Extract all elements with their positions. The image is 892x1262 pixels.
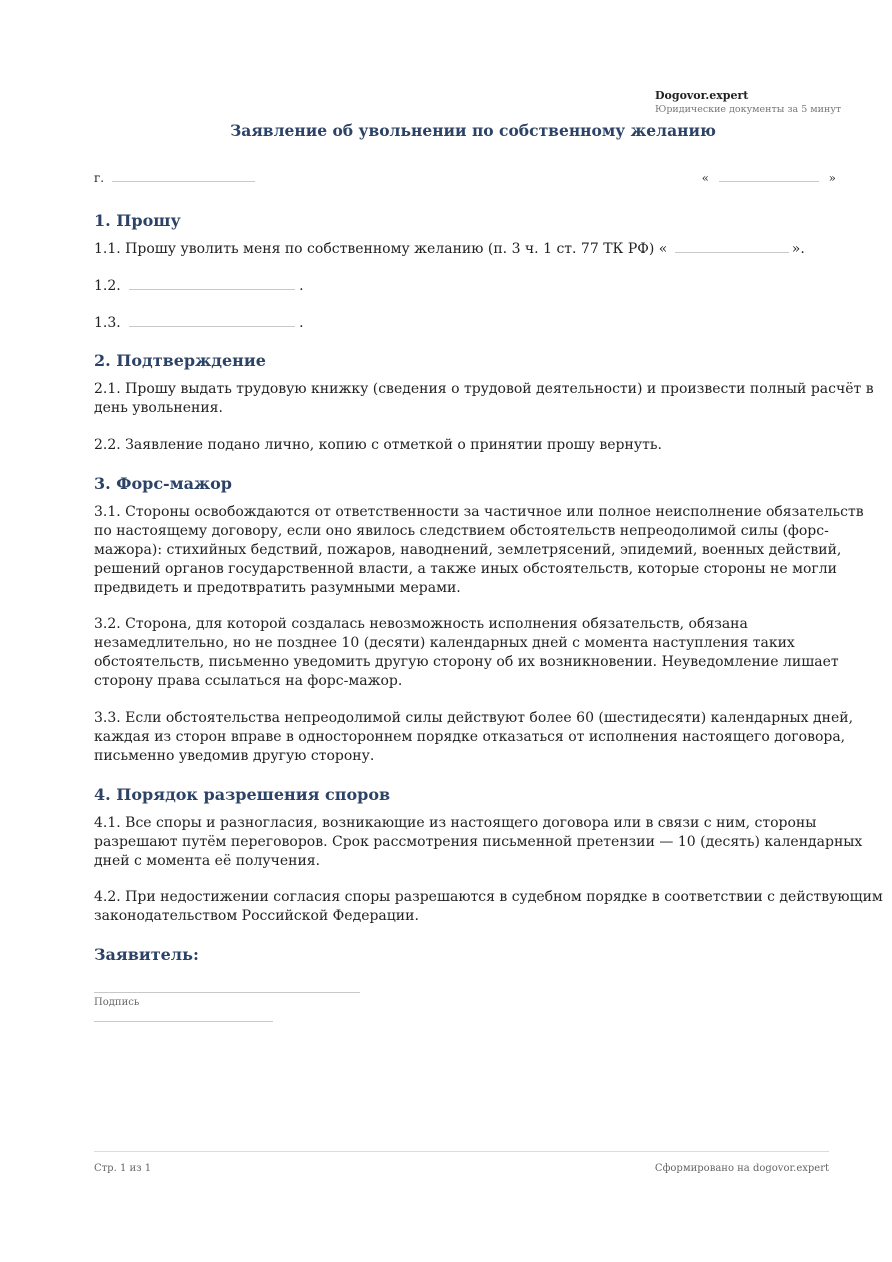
clause-3-2: 3.2. Сторона, для которой создалась невозможность исполнения обязательств, обязана незамедлительно, но не позднее 10 (десяти) календарных дней с момента наступления таких обстоятельств, письменно уведомить другую сторону об их возникновении. Неуведомление лишает сторону права ссылаться на форс-мажор. bbox=[94, 616, 839, 689]
clause-1-3 bbox=[94, 314, 884, 333]
clause-2-1: 2.1. Прошу выдать трудовую книжку (сведения о трудовой деятельности) и произвести полный расчёт в день увольнения. bbox=[94, 381, 874, 416]
page-number: Стр. 1 из 1 bbox=[94, 1163, 152, 1174]
clause-4-2: 4.2. При недостижении согласия споры разрешаются в судебном порядке в соответствии с действующим законодательством Российской Федерации. bbox=[94, 889, 883, 924]
brand-tagline: Юридические документы за 5 минут bbox=[655, 104, 842, 115]
section-3-heading: 3. Форс-мажор bbox=[94, 474, 232, 493]
clause-1-3-end: . bbox=[299, 315, 304, 331]
clause-1-3-number: 1.3. bbox=[94, 315, 121, 331]
applicant-heading: Заявитель: bbox=[94, 945, 199, 964]
section-2-heading: 2. Подтверждение bbox=[94, 351, 266, 370]
clause-1-1 bbox=[94, 240, 884, 259]
city-field bbox=[94, 169, 255, 185]
date-blank bbox=[719, 169, 819, 182]
name-line bbox=[94, 1021, 273, 1022]
clause-1-1-end: ». bbox=[791, 241, 805, 257]
clause-1-1-text: 1.1. Прошу уволить меня по собственному желанию (п. 3 ч. 1 ст. 77 ТК РФ) « bbox=[94, 241, 668, 257]
date-quote-open: « bbox=[701, 171, 709, 185]
date-field bbox=[702, 169, 836, 185]
clause-2-2: 2.2. Заявление подано лично, копию с отметкой о принятии прошу вернуть. bbox=[94, 437, 662, 453]
clause-3-1: 3.1. Стороны освобождаются от ответственности за частичное или полное неисполнение обязательств по настоящему договору, если оно явилось следствием обстоятельств непреодолимой силы (форс-мажора): стихийных бедствий, пожаров, наводнений, землетрясений, эпидемий, военных действий, решений органов государственной власти, а также иных обстоятельств, которые стороны не могли предвидеть и предотвратить разумными мерами. bbox=[94, 504, 864, 596]
clause-4-1: 4.1. Все споры и разногласия, возникающие из настоящего договора или в связи с ним, стороны разрешают путём переговоров. Срок рассмотрения письменной претензии — 10 (десять) календарных дней с момента её получения. bbox=[94, 815, 863, 869]
footer-generated-note: Сформировано на dogovor.expert bbox=[654, 1163, 829, 1174]
clause-1-2-number: 1.2. bbox=[94, 278, 121, 294]
brand-block bbox=[655, 89, 841, 115]
signature-label: Подпись bbox=[94, 997, 140, 1008]
document-title: Заявление об увольнении по собственному желанию bbox=[230, 121, 716, 140]
signature-line bbox=[94, 992, 360, 993]
clause-1-2-blank bbox=[129, 277, 295, 290]
section-4-heading: 4. Порядок разрешения споров bbox=[94, 785, 391, 804]
section-1-heading: 1. Прошу bbox=[94, 211, 181, 230]
clause-1-3-blank bbox=[129, 314, 295, 327]
clause-3-3: 3.3. Если обстоятельства непреодолимой силы действуют более 60 (шестидесяти) календарных дней, каждая из сторон вправе в одностороннем порядке отказаться от исполнения настоящего договора, письменно уведомив другую сторону. bbox=[94, 710, 854, 764]
clause-1-2-end: . bbox=[299, 278, 304, 294]
footer-divider bbox=[94, 1151, 829, 1152]
clause-1-2 bbox=[94, 277, 884, 296]
city-blank bbox=[112, 169, 255, 182]
date-quote-close: » bbox=[828, 171, 836, 185]
city-prefix: г. bbox=[94, 171, 105, 185]
brand-name: Dogovor.expert bbox=[655, 89, 749, 102]
clause-1-1-blank bbox=[675, 240, 789, 253]
